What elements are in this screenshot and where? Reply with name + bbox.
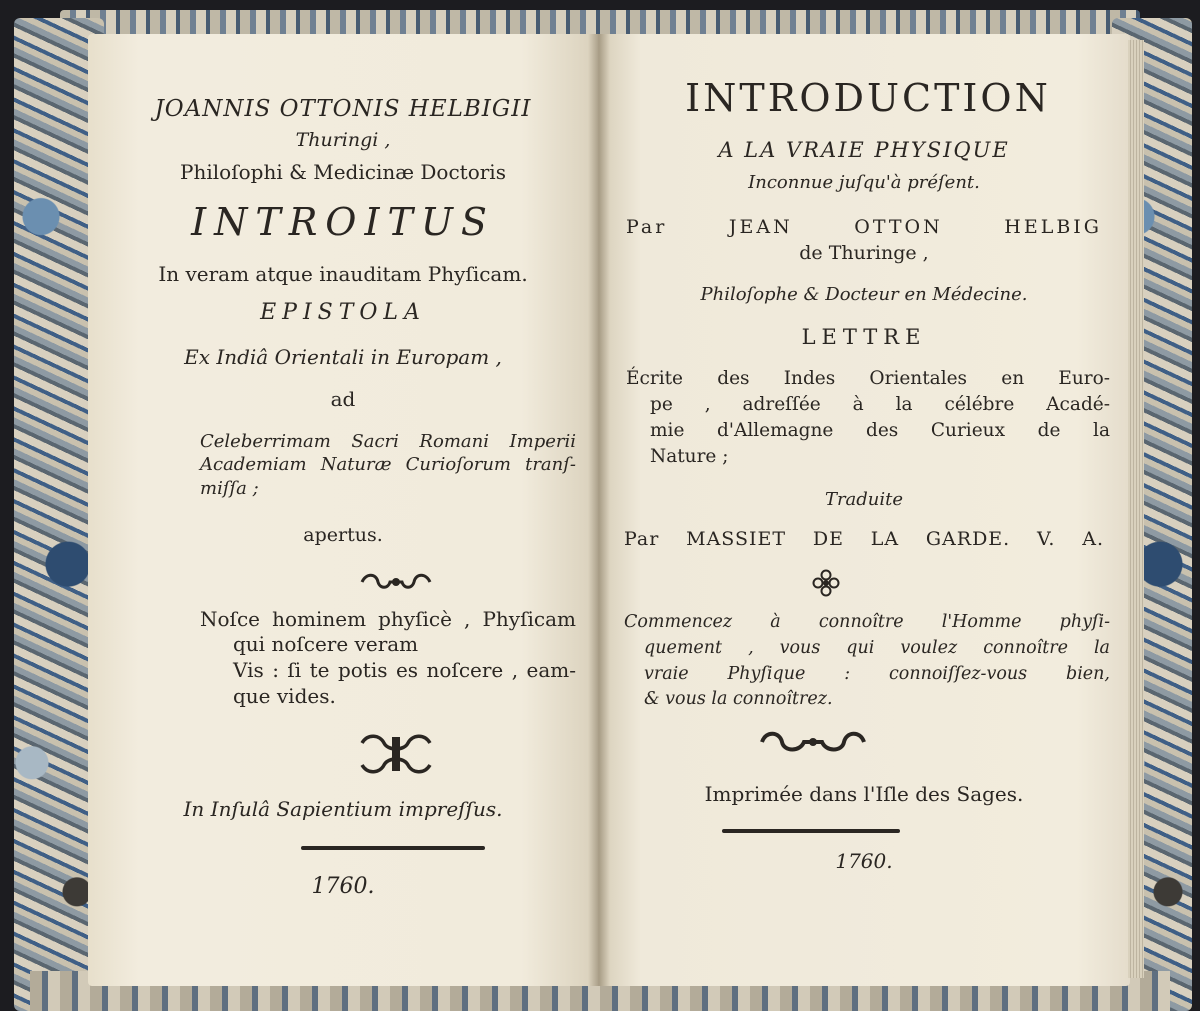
right-ornament xyxy=(758,728,868,756)
right-rule xyxy=(722,829,900,833)
left-epistola: EPISTOLA xyxy=(260,300,426,325)
left-origin: Ex Indiâ Orientali in Europam , xyxy=(184,345,502,369)
left-rule xyxy=(301,846,485,850)
left-apertus: apertus. xyxy=(303,524,383,546)
right-page xyxy=(598,34,1130,986)
right-imprint: Imprimée dans l'Iſle des Sages. xyxy=(704,782,1024,806)
left-motto-2: qui noſcere veram xyxy=(233,632,419,656)
left-degree-line: Philoſophi & Medicinæ Doctoris xyxy=(180,160,506,184)
right-origin-line: de Thuringe , xyxy=(799,242,929,264)
left-ad: ad xyxy=(330,387,356,411)
left-imprint: In Inſulâ Sapientium impreſſus. xyxy=(183,797,503,821)
right-desc-1: Écrite des Indes Orientales en Euro- xyxy=(626,368,1110,389)
left-page xyxy=(88,34,598,986)
right-lettre: LETTRE xyxy=(801,325,927,349)
right-motto-1: Commencez à connoître l'Homme phyſi- xyxy=(624,612,1110,632)
left-recipient-2: Academiam Naturæ Curioſorum tranſ- xyxy=(200,454,576,475)
left-title: INTROITUS xyxy=(191,200,495,244)
right-translator: Par MASSIET DE LA GARDE. V. A. xyxy=(624,528,1104,550)
right-traduite: Traduite xyxy=(824,489,904,510)
right-motto-2: quement , vous qui voulez connoître la xyxy=(644,638,1110,658)
left-ornament-small xyxy=(356,569,436,595)
left-ornament-large xyxy=(356,729,436,779)
right-flower-ornament xyxy=(812,569,840,597)
right-subtitle-2: Inconnue juſqu'à préſent. xyxy=(748,172,980,193)
left-recipient-3: miſſa ; xyxy=(200,478,259,499)
right-desc-3: mie d'Allemagne des Curieux de la xyxy=(650,420,1110,441)
left-year: 1760. xyxy=(311,874,375,899)
right-motto-4: & vous la connoîtrez. xyxy=(644,689,833,709)
left-origin-line: Thuringi , xyxy=(295,129,391,151)
left-motto-4: que vides. xyxy=(233,684,336,708)
right-title: INTRODUCTION xyxy=(685,76,1051,120)
book-gutter xyxy=(588,34,610,986)
right-desc-4: Nature ; xyxy=(650,446,729,467)
left-motto-1: Noſce hominem phyſicè , Phyſicam xyxy=(200,607,576,631)
cover-top-edge xyxy=(60,10,1140,36)
right-motto-3: vraie Phyſique : connoiſſez-vous bien, xyxy=(644,664,1110,684)
left-author-line: JOANNIS OTTONIS HELBIGII xyxy=(154,96,532,122)
right-desc-2: pe , adreſſée à la célébre Acadé- xyxy=(650,394,1110,415)
right-subtitle: A LA VRAIE PHYSIQUE xyxy=(718,138,1010,162)
left-recipient-1: Celeberrimam Sacri Romani Imperii xyxy=(200,431,576,452)
right-degree-line: Philoſophe & Docteur en Médecine. xyxy=(700,284,1028,305)
right-author-line: Par JEAN OTTON HELBIG xyxy=(626,216,1102,238)
left-subtitle: In veram atque inauditam Phyſicam. xyxy=(158,262,528,286)
left-motto-3: Vis : ſi te potis es noſcere , eam- xyxy=(233,658,576,682)
page-edges xyxy=(1128,40,1144,978)
right-year: 1760. xyxy=(835,849,893,873)
